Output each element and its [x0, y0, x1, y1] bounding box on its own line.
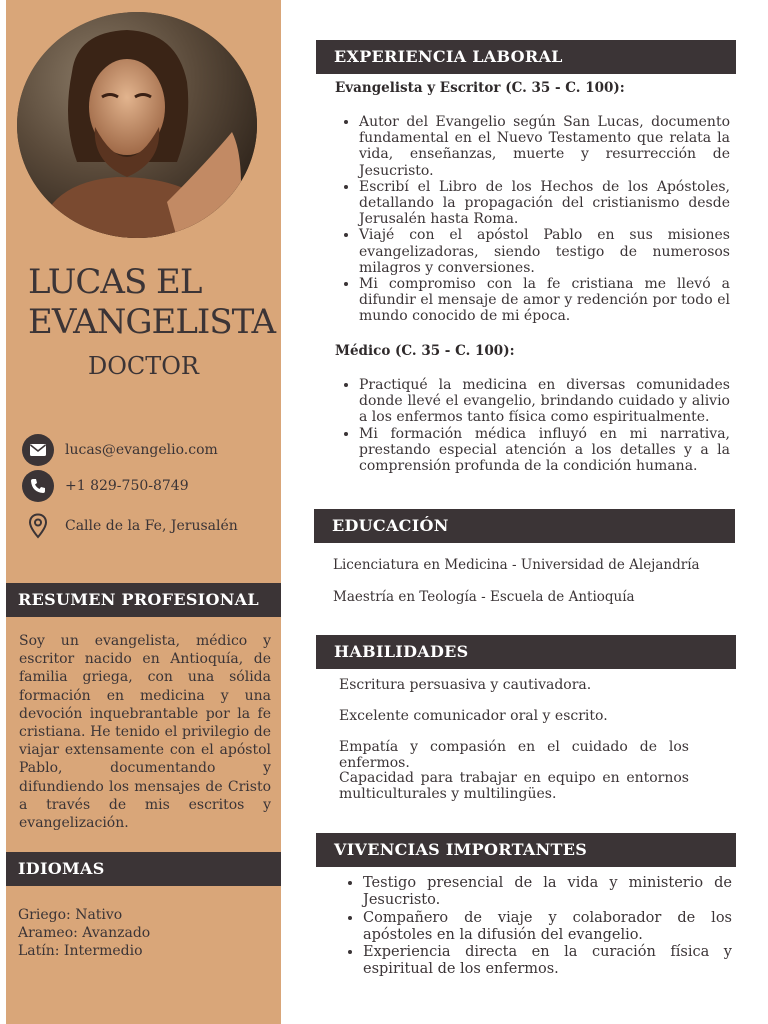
skill-item: Capacidad para trabajar en equipo en entornos multiculturales y multilingües. [339, 770, 689, 802]
skills-heading: HABILIDADES [316, 635, 736, 669]
contact-address: Calle de la Fe, Jerusalén [65, 518, 238, 534]
contact-email[interactable]: lucas@evangelio.com [65, 442, 218, 458]
list-item: • Compañero de viaje y colaborador de los apóstoles en la difusión del evangelio. [363, 910, 732, 945]
list-item: • Testigo presencial de la vida y ministerio de Jesucristo. [363, 875, 732, 910]
list-item: • Escribí el Libro de los Hechos de los Apóstoles, detallando la propagación del cristianismo desde Jerusalén hasta Roma. [359, 179, 730, 228]
languages-list [18, 906, 268, 961]
profile-name: LUCAS EL EVANGELISTA [28, 262, 276, 342]
summary-heading: RESUMEN PROFESIONAL [6, 583, 281, 617]
education-item: Maestría en Teología - Escuela de Antioquía [333, 589, 635, 605]
profile-photo [17, 12, 257, 238]
experience-heading: EXPERIENCIA LABORAL [316, 40, 736, 74]
skill-item: Empatía y compasión en el cuidado de los enfermos. [339, 739, 689, 771]
language-item: Arameo: Avanzado [18, 925, 151, 942]
list-item: • Practiqué la medicina en diversas comunidades donde llevé el evangelio, brindando cuidado y alivio a los enfermos tanto física como espiritualmente. [359, 377, 730, 426]
job-title: Médico (C. 35 - C. 100): [335, 343, 515, 359]
list-item: • Viajé con el apóstol Pablo en sus misiones evangelizadoras, siendo testigo de numerosos milagros y conversiones. [359, 227, 730, 276]
list-item: • Mi formación médica influyó en mi narrativa, prestando especial atención a los detalles y a la comprensión profunda de la condición humana. [359, 426, 730, 475]
job-title: Evangelista y Escritor (C. 35 - C. 100): [335, 80, 625, 96]
summary-text: Soy un evangelista, médico y escritor nacido en Antioquía, de familia griega, con una sólida formación en medicina y una devoción inquebrantable por la fe cristiana. He tenido el privilegio de viajar extensamente con el apóstol Pablo, documentando y difundiendo los mensajes de Cristo a través de mis escritos y evangelización. [19, 633, 271, 832]
profile-role: DOCTOR [87, 352, 200, 380]
contact-phone-row[interactable] [22, 470, 189, 502]
location-pin-icon [22, 510, 54, 542]
phone-icon [22, 470, 54, 502]
portrait-illustration [17, 12, 257, 238]
list-item: • Autor del Evangelio según San Lucas, documento fundamental en el Nuevo Testamento que relata la vida, enseñanzas, muerte y resurrección de Jesucristo. [359, 114, 730, 179]
skill-item: Excelente comunicador oral y escrito. [339, 708, 608, 724]
language-item: Griego: Nativo [18, 907, 123, 923]
education-item: Licenciatura en Medicina - Universidad de Alejandría [333, 557, 700, 573]
contact-email-row[interactable] [22, 434, 218, 466]
list-item: • Experiencia directa en la curación física y espiritual de los enfermos. [363, 944, 732, 979]
contact-address-row [22, 510, 238, 542]
vivencias-list [346, 875, 732, 979]
job-bullets [342, 377, 730, 474]
envelope-icon [22, 434, 54, 466]
job-bullets [342, 114, 730, 325]
languages-heading: IDIOMAS [6, 852, 281, 886]
list-item: • Mi compromiso con la fe cristiana me llevó a difundir el mensaje de amor y redención por todo el mundo conocido de mi época. [359, 276, 730, 325]
skill-item: Escritura persuasiva y cautivadora. [339, 677, 592, 693]
vivencias-heading: VIVENCIAS IMPORTANTES [316, 833, 736, 867]
language-item: Latín: Intermedio [18, 943, 143, 960]
education-heading: EDUCACIÓN [314, 509, 735, 543]
contact-phone[interactable]: +1 829-750-8749 [65, 478, 189, 494]
